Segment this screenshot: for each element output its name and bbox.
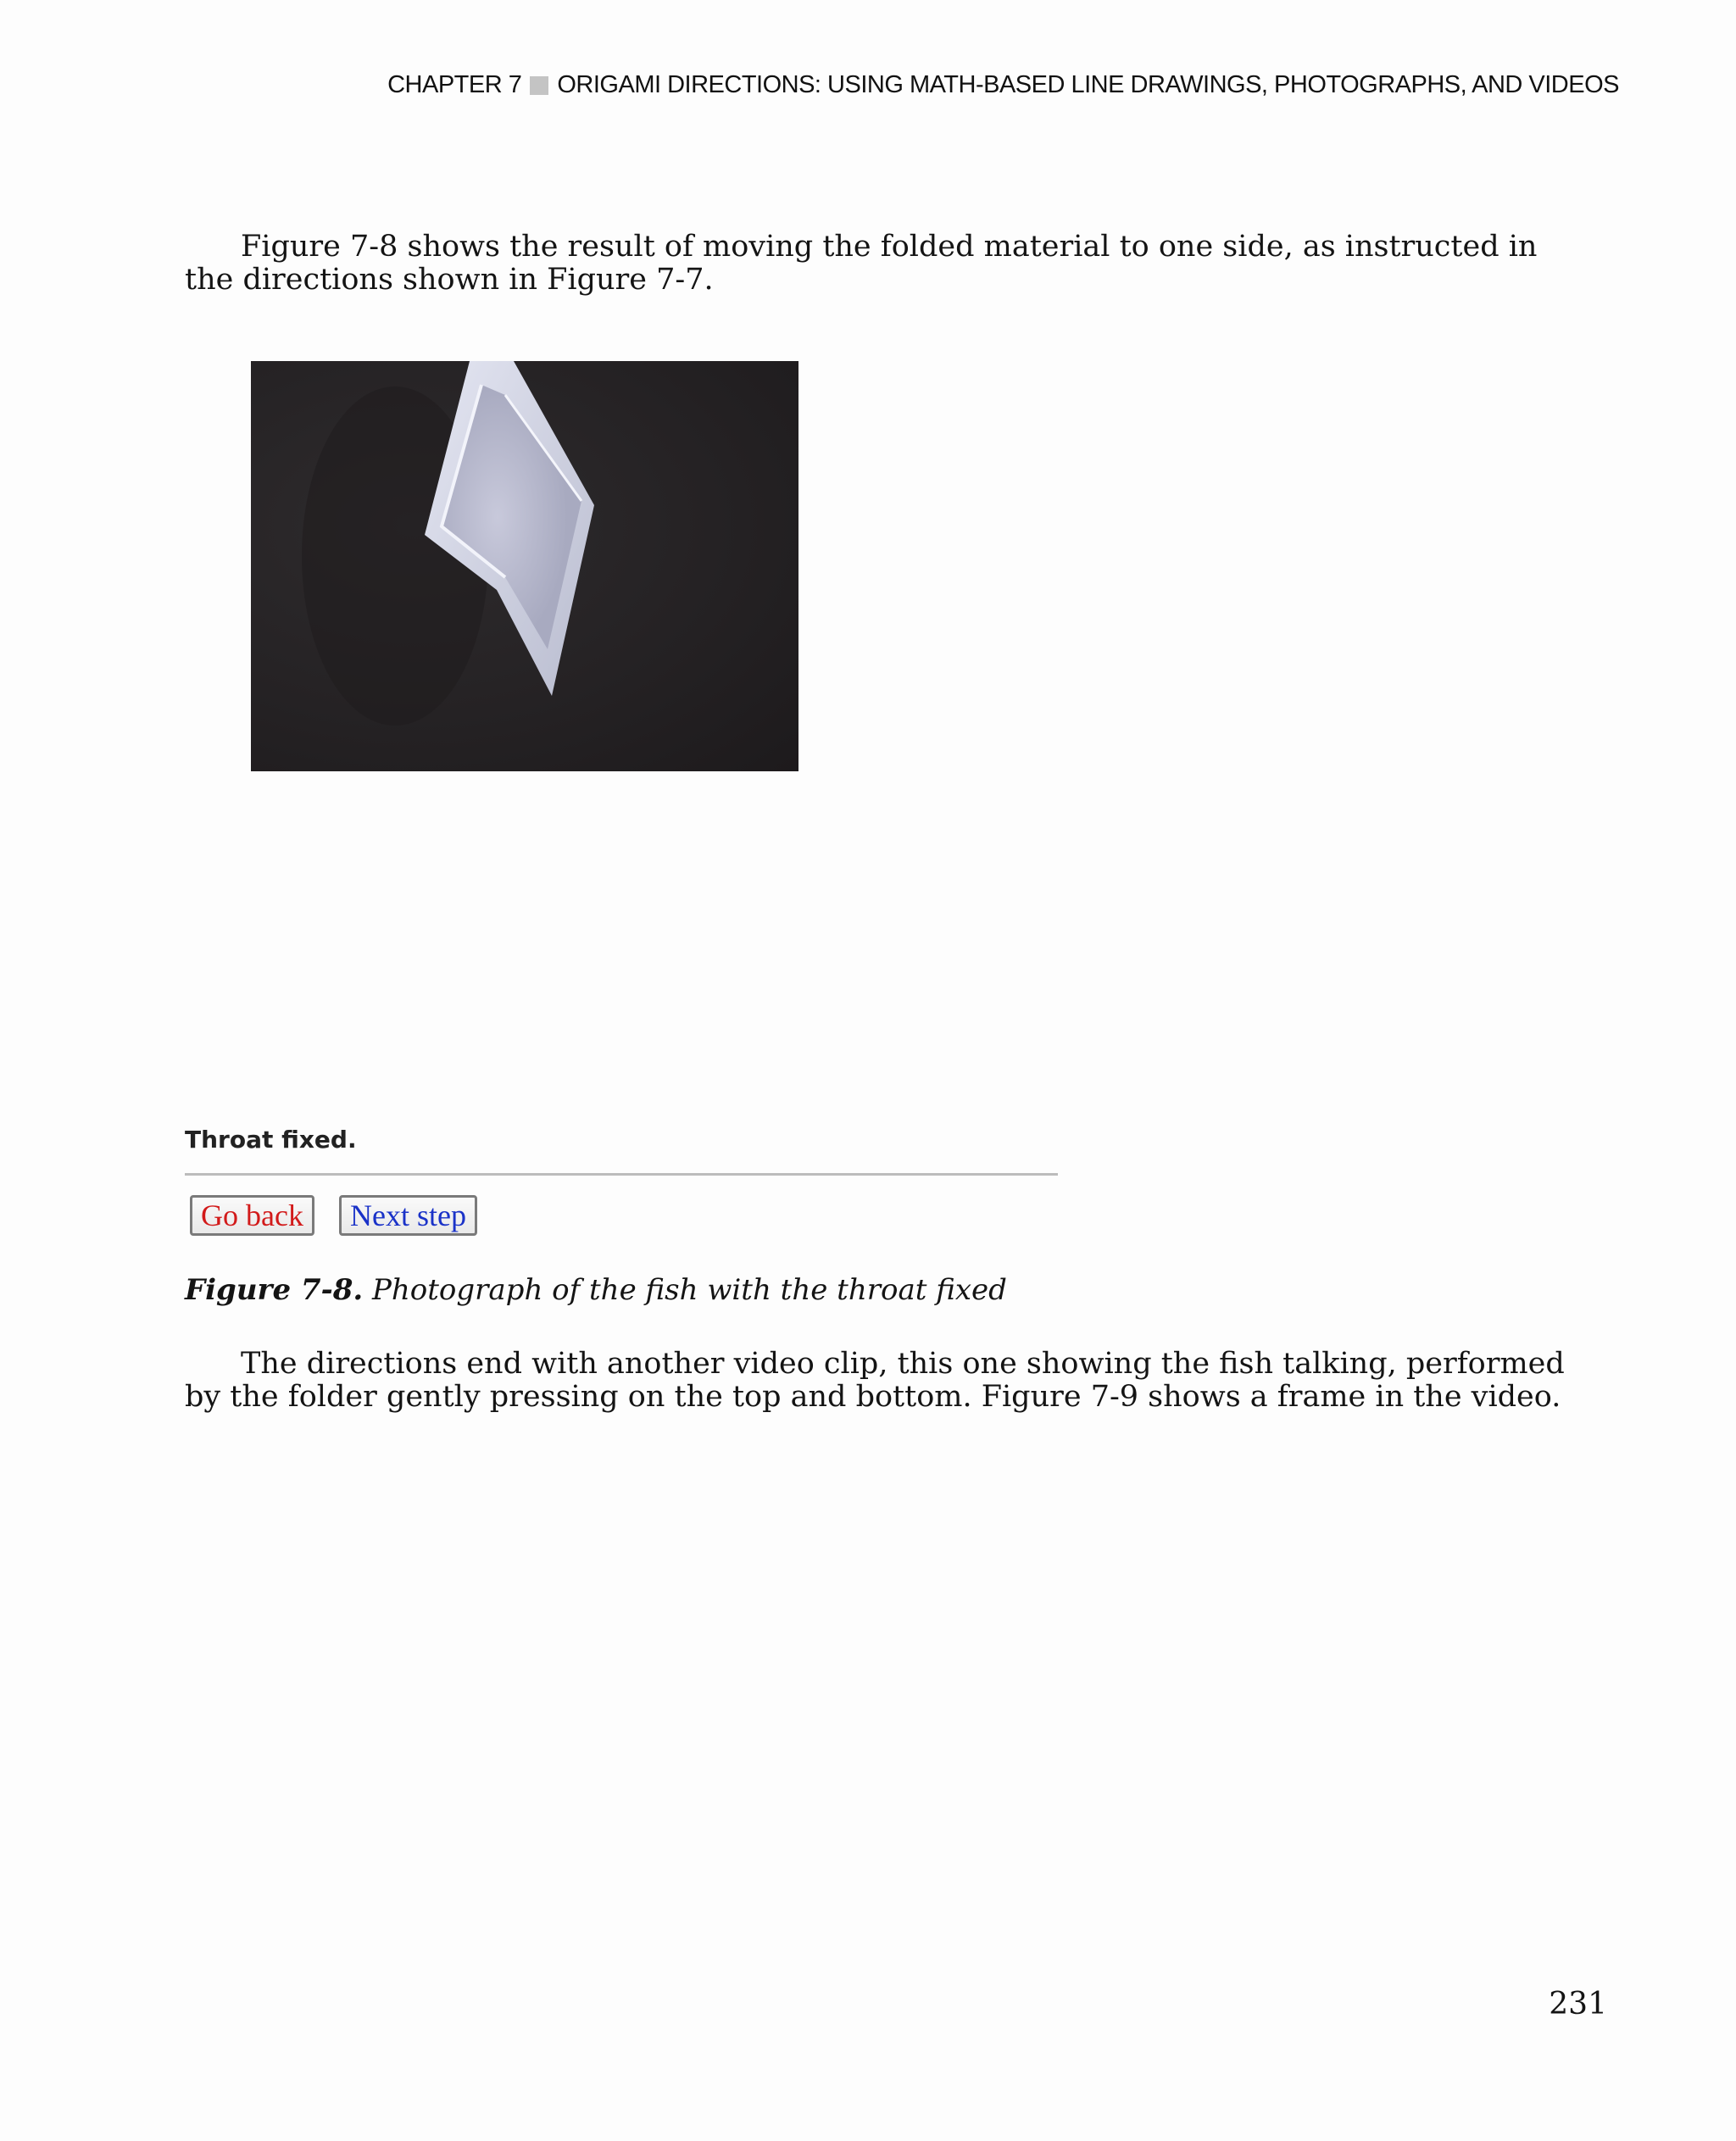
page-number: 231 <box>1549 1987 1607 2021</box>
figure-caption <box>185 1273 1007 1307</box>
running-header <box>387 71 1619 99</box>
horizontal-rule <box>185 1173 1058 1176</box>
intro-paragraph <box>185 231 1566 297</box>
go-back-button[interactable]: Go back <box>190 1195 314 1236</box>
embedded-web-screenshot <box>178 331 1060 1246</box>
closing-text: The directions end with another video clip, this one showing the fish talking, performed by the folder gently pressing on the top and bottom. Figure 7-9 shows a frame in the video. <box>185 1347 1565 1414</box>
chapter-label: CHAPTER 7 <box>387 71 522 98</box>
next-step-button[interactable]: Next step <box>339 1195 477 1236</box>
separator-square-icon <box>530 76 548 95</box>
step-caption: Throat fixed. <box>185 1126 357 1154</box>
origami-fish-photo <box>251 361 798 771</box>
chapter-title: ORIGAMI DIRECTIONS: USING MATH-BASED LINE DRAWINGS, PHOTOGRAPHS, AND VIDEOS <box>557 71 1619 98</box>
intro-text: Figure 7-8 shows the result of moving the folded material to one side, as instructed in the directions shown in Figure 7-7. <box>185 230 1538 297</box>
folded-paper-drawing <box>251 361 798 771</box>
closing-paragraph <box>185 1348 1566 1414</box>
figure-label: Figure 7-8. <box>185 1273 364 1307</box>
figure-caption-text: Photograph of the fish with the throat fixed <box>372 1273 1007 1307</box>
